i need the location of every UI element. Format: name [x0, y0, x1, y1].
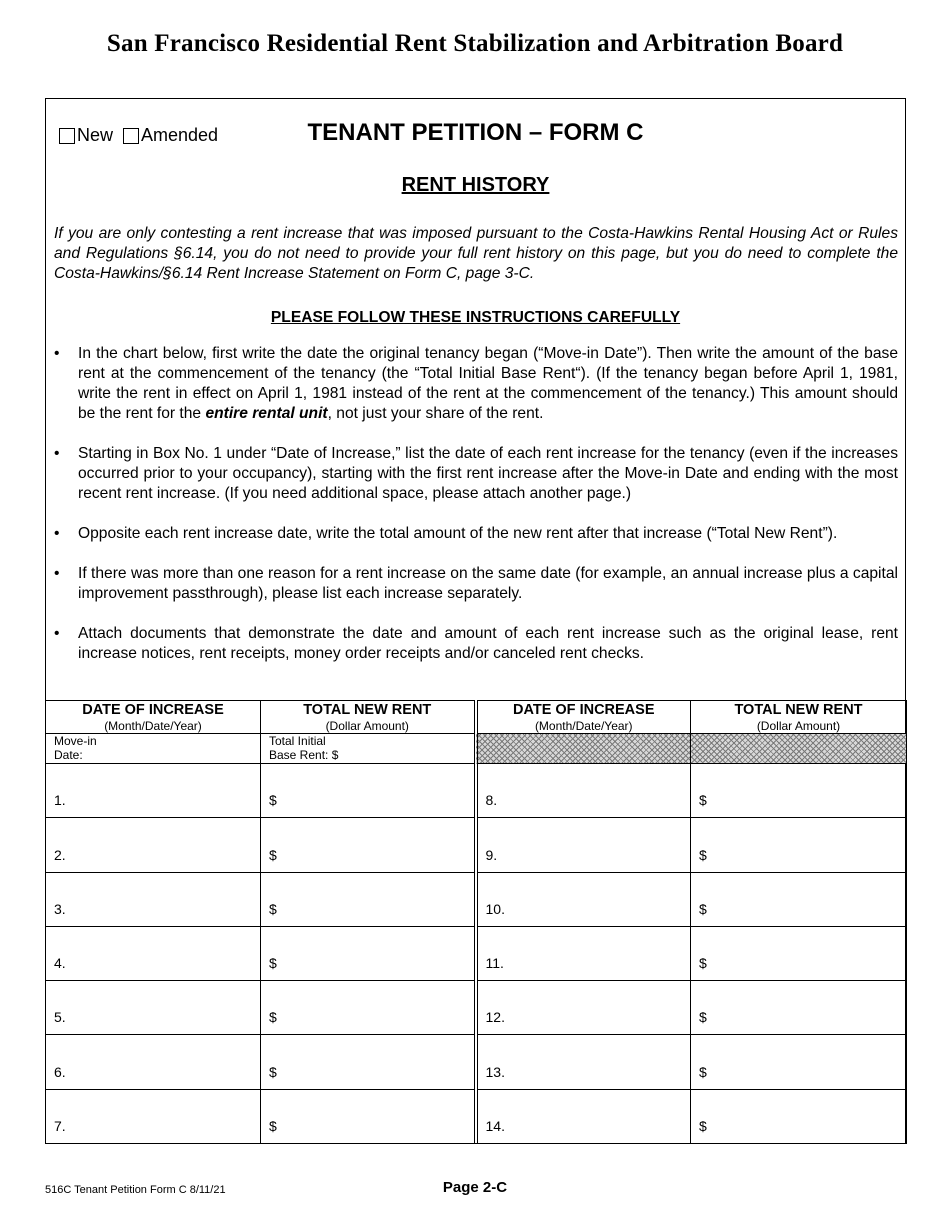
rent-column-header: TOTAL NEW RENT (Dollar Amount): [261, 701, 476, 734]
date-of-increase-cell[interactable]: [476, 981, 691, 1035]
instruction-item: [54, 624, 898, 664]
dollar-sign: $: [699, 792, 707, 809]
row-number: 14.: [485, 1118, 505, 1135]
move-in-date-cell[interactable]: Move-in Date:: [46, 734, 261, 764]
dollar-sign: $: [699, 1118, 707, 1135]
total-new-rent-cell[interactable]: [261, 764, 476, 818]
total-new-rent-cell[interactable]: [691, 872, 907, 926]
total-new-rent-cell[interactable]: [261, 1035, 476, 1089]
form-box: [45, 98, 906, 1144]
total-new-rent-cell[interactable]: [691, 981, 907, 1035]
date-of-increase-cell[interactable]: [46, 872, 261, 926]
date-of-increase-cell[interactable]: [476, 872, 691, 926]
row-number: 12.: [485, 1009, 505, 1026]
instructions-heading: PLEASE FOLLOW THESE INSTRUCTIONS CAREFULLY: [270, 309, 681, 326]
instruction-text: If there was more than one reason for a rent increase on the same date (for example, an annual increase plus a capital improvement passthrough), please list each increase separately.: [78, 565, 898, 602]
table-row: [46, 872, 907, 926]
total-new-rent-cell[interactable]: [261, 926, 476, 980]
row-number: 11.: [485, 955, 504, 972]
instruction-item: [54, 564, 898, 604]
table-header-row: [46, 701, 907, 734]
total-new-rent-cell[interactable]: [691, 1089, 907, 1143]
dollar-sign: $: [269, 792, 277, 809]
bullet-marker: •: [54, 525, 60, 542]
table-row: [46, 981, 907, 1035]
table-row: [46, 1089, 907, 1143]
date-of-increase-cell[interactable]: [46, 981, 261, 1035]
dollar-sign: $: [269, 1009, 277, 1026]
row-number: 13.: [485, 1063, 505, 1080]
rent-history-table: [45, 700, 907, 1144]
total-new-rent-cell[interactable]: [261, 981, 476, 1035]
date-of-increase-cell[interactable]: [476, 818, 691, 872]
total-new-rent-cell[interactable]: [691, 1035, 907, 1089]
dollar-sign: $: [699, 846, 707, 863]
date-of-increase-cell[interactable]: [46, 1035, 261, 1089]
dollar-sign: $: [269, 846, 277, 863]
row-number: 8.: [485, 792, 498, 809]
total-new-rent-cell[interactable]: [691, 926, 907, 980]
date-of-increase-cell[interactable]: [476, 926, 691, 980]
form-id: 516C Tenant Petition Form C 8/11/21: [45, 1184, 226, 1196]
date-of-increase-cell[interactable]: [46, 818, 261, 872]
move-in-row: [46, 734, 907, 764]
page-number: Page 2-C: [442, 1179, 508, 1196]
row-number: 5.: [54, 1009, 66, 1026]
total-new-rent-cell[interactable]: [261, 1089, 476, 1143]
table-row: [46, 1035, 907, 1089]
date-of-increase-cell[interactable]: [46, 1089, 261, 1143]
row-number: 9.: [485, 846, 498, 863]
row-number: 3.: [54, 900, 66, 917]
form-title: TENANT PETITION – FORM C: [307, 119, 644, 146]
table-row: [46, 818, 907, 872]
rent-column-header: TOTAL NEW RENT (Dollar Amount): [691, 701, 907, 734]
row-number: 1.: [54, 792, 66, 809]
new-checkbox-label: New: [77, 125, 114, 145]
bullet-marker: •: [54, 625, 60, 642]
date-of-increase-cell[interactable]: [476, 764, 691, 818]
date-column-header: DATE OF INCREASE (Month/Date/Year): [476, 701, 691, 734]
total-new-rent-cell[interactable]: [261, 872, 476, 926]
instruction-text: Opposite each rent increase date, write the total amount of the new rent after that increase (“Total New Rent”).: [78, 525, 838, 542]
dollar-sign: $: [269, 1118, 277, 1135]
total-new-rent-cell[interactable]: [261, 818, 476, 872]
row-number: 7.: [54, 1118, 66, 1135]
dollar-sign: $: [699, 1009, 707, 1026]
instruction-text: Starting in Box No. 1 under “Date of Increase,” list the date of each rent increase for the tenancy (even if the increases occurred prior to your occupancy), starting with the first rent increase after the Move-in Date and ending with the most recent rent increase. (If you need additional space, please attach another page.): [78, 445, 898, 502]
shaded-cell: [691, 734, 907, 764]
total-new-rent-cell[interactable]: [691, 818, 907, 872]
bullet-marker: •: [54, 445, 60, 462]
date-of-increase-cell[interactable]: [476, 1089, 691, 1143]
bullet-marker: •: [54, 565, 60, 582]
date-of-increase-cell[interactable]: [46, 764, 261, 818]
dollar-sign: $: [699, 955, 707, 972]
row-number: 2.: [54, 846, 66, 863]
row-number: 4.: [54, 955, 66, 972]
dollar-sign: $: [699, 1063, 707, 1080]
initial-base-rent-cell[interactable]: Total Initial Base Rent: $: [261, 734, 476, 764]
instructions-list: [54, 344, 898, 684]
date-of-increase-cell[interactable]: [476, 1035, 691, 1089]
table-row: [46, 926, 907, 980]
instruction-item: [54, 444, 898, 504]
amended-checkbox-label: Amended: [141, 125, 219, 145]
shaded-cell: [476, 734, 691, 764]
dollar-sign: $: [699, 900, 707, 917]
instruction-text: In the chart below, first write the date the original tenancy began (“Move-in Date”). Then write the amount of the base rent at the commencement of the tenancy (the “Total Initial Base Rent“). (If the tenancy began before April 1, 1981, write the rent in effect on April 1, 1981 instead of the rent at the commencement of the tenancy.) This amount should be the rent for the entire rental unit, not just your share of the rent.: [78, 345, 898, 422]
date-column-header: DATE OF INCREASE (Month/Date/Year): [46, 701, 261, 734]
total-new-rent-cell[interactable]: [691, 764, 907, 818]
instruction-text: Attach documents that demonstrate the date and amount of each rent increase such as the original lease, rent increase notices, rent receipts, money order receipts and/or canceled rent checks.: [78, 625, 898, 662]
date-of-increase-cell[interactable]: [46, 926, 261, 980]
bullet-marker: •: [54, 345, 60, 362]
dollar-sign: $: [269, 900, 277, 917]
row-number: 6.: [54, 1063, 66, 1080]
section-title: RENT HISTORY: [401, 174, 550, 196]
instruction-item: [54, 344, 898, 424]
instruction-item: [54, 524, 898, 544]
dollar-sign: $: [269, 955, 277, 972]
board-title: San Francisco Residential Rent Stabilization and Arbitration Board: [106, 30, 844, 57]
row-number: 10.: [485, 900, 505, 917]
table-row: [46, 764, 907, 818]
intro-text: If you are only contesting a rent increase that was imposed pursuant to the Costa-Hawkins Rental Housing Act or Rules and Regulations §6.14, you do not need to provide your full rent history on this page, but you do need to complete the Costa-Hawkins/§6.14 Rent Increase Statement on Form C, page 3-C.: [54, 225, 898, 282]
dollar-sign: $: [269, 1063, 277, 1080]
